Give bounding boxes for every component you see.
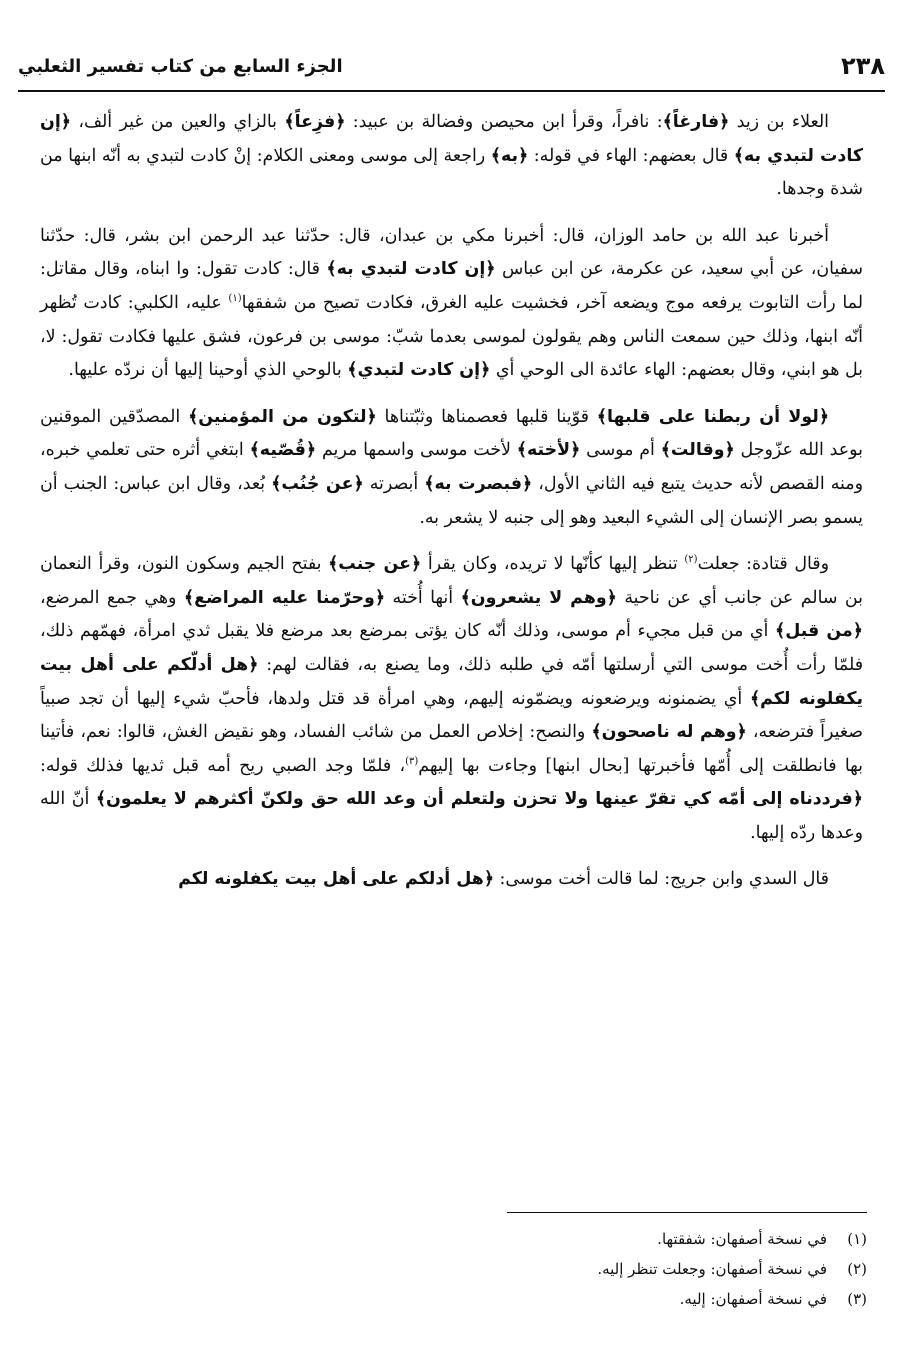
quran-quote: ﴿لتكون من المؤمنين﴾ bbox=[188, 406, 377, 427]
text-run: والنصح: إخلاص العمل من شائب الفساد، وهو نقيض الغش، قالوا: نعم، فأتينا بها فانطلقت إلى أُمّها فأخبرتها [بحال ابنها] وجاءت بها إليهم bbox=[40, 722, 863, 776]
text-run: أنّ الله وعدها ردّه إليها. bbox=[40, 789, 863, 843]
footnote-reference: (٣) bbox=[405, 755, 419, 767]
text-run: قال: كادت تقول: وا ابناه، وقال مقاتل: لما رأت التابوت يرفعه موج ويضعه آخر، فخشيت عليه الغرق، فكادت تصيح من شفقها bbox=[40, 259, 863, 313]
text-run: بفتح الجيم وسكون النون، وقرأ النعمان بن سالم عن جانب أي عن ناحية bbox=[40, 554, 863, 608]
footnote-text: في نسخة أصفهان: إليه. bbox=[679, 1290, 827, 1308]
footnote-divider bbox=[507, 1212, 867, 1213]
footnote-text: في نسخة أصفهان: شفقتها. bbox=[657, 1230, 827, 1248]
footnotes bbox=[40, 1224, 867, 1314]
quran-quote: ﴿إن كادت لتبدي به﴾ bbox=[326, 259, 496, 280]
quran-quote: ﴿عن جُنُب﴾ bbox=[271, 473, 364, 494]
text-run: تنظر إليها كأنّها لا تريده، وكان يقرأ bbox=[421, 554, 685, 575]
footnote-reference: (١) bbox=[228, 293, 242, 305]
text-run: : نافراً، وقرأ ابن محيصن وفضالة بن عبيد: bbox=[345, 112, 663, 132]
footnote-number: (٣) bbox=[847, 1290, 867, 1308]
footnote-number: (٢) bbox=[847, 1260, 867, 1278]
text-run: العلاء بن زيد bbox=[729, 112, 829, 132]
quran-quote: ﴿وحرّمنا عليه المراضع﴾ bbox=[183, 587, 386, 608]
text-run: قال بعضهم: الهاء في قوله: bbox=[528, 145, 734, 166]
quran-quote: ﴿فبصرت به﴾ bbox=[424, 473, 533, 494]
text-run: راجعة إلى موسى ومعنى الكلام: إنْ كادت لتبدي به أنّه ابنها من شدة وجدها. bbox=[40, 145, 863, 200]
text-run: بالزاي والعين من غير ألف، bbox=[71, 112, 285, 132]
quran-quote: ﴿فرددناه إلى أمّه كي تقرّ عينها ولا تحزن ولتعلم أن وعد الله حق ولكنّ أكثرهم لا يعلمون﴾ bbox=[95, 789, 863, 810]
text-run: أنها أُخته bbox=[385, 587, 461, 608]
quran-quote: ﴿عن جنب﴾ bbox=[328, 554, 422, 575]
paragraph bbox=[40, 401, 863, 535]
text-run: أي يضمنونه ويرضعونه ويضمّونه إليهم، وهي امرأة قد قتل ولدها، فأحبّ شيء إليها أن تجد صبياً صغيراً فترضعه، bbox=[40, 688, 863, 743]
paragraph bbox=[40, 106, 863, 207]
quran-quote: ﴿به﴾ bbox=[490, 145, 529, 166]
text-run: قوّينا قلبها فعصمناها وثبّتناها bbox=[376, 406, 597, 427]
text-run: أخبرنا عبد الله بن حامد الوزان، قال: أخبرنا مكي بن عبدان، قال: حدّثنا عبد الرحمن ابن بشر، قال: حدّثنا سفيان، عن أبي سعيد، عن عكرمة، عن ابن عباس bbox=[40, 225, 864, 280]
text-run: وهي جمع المرضع، bbox=[40, 587, 184, 608]
footnote-reference: (٢) bbox=[684, 554, 698, 566]
quran-quote: ﴿هل أدلكم على أهل بيت يكفلونه لكم bbox=[178, 869, 495, 890]
quran-quote: ﴿لولا أن ربطنا على قلبها﴾ bbox=[596, 406, 830, 427]
quran-quote: ﴿إن كادت لتبدي به﴾ bbox=[40, 112, 863, 166]
footnote bbox=[40, 1254, 867, 1284]
text-run: ابتغي أثره حتى تعلمي خبره، ومنه القصص لأنه حديث يتبع فيه الثاني الأول، bbox=[40, 440, 863, 494]
quran-quote: ﴿إن كادت لتبدي﴾ bbox=[347, 360, 491, 381]
footnote bbox=[40, 1284, 867, 1314]
text-run: أم موسى bbox=[580, 440, 661, 461]
paragraph bbox=[40, 863, 863, 897]
text-run: أي من قبل مجيء أم موسى، وذلك أنّه كان يؤتى بمرضع بعد مرضع فلا يقبل ثدي امرأة، فهمّهم ذلك، فلمّا رأت أُخت موسى التي أرسلتها أمّه في طلبه ذلك، وما يصنع به، فقالت لهم: bbox=[40, 621, 864, 675]
footnote bbox=[40, 1224, 867, 1254]
text-run: بُعد، وقال ابن عباس: الجنب أن يسمو بصر الإنسان إلى الشيء البعيد وهو إلى جنبه لا يشعر به. bbox=[40, 473, 863, 528]
quran-quote: ﴿فزِعاً﴾ bbox=[284, 112, 346, 132]
quran-quote: ﴿من قبل﴾ bbox=[775, 621, 863, 642]
text-run: ، فلمّا وجد الصبي ريح أمه قبل ثديها فذلك قوله: bbox=[40, 755, 406, 776]
page-header bbox=[18, 52, 885, 88]
text-run: لأخت موسى واسمها مريم bbox=[316, 440, 517, 461]
paragraph bbox=[40, 548, 863, 850]
body-text bbox=[40, 106, 863, 910]
text-run: عليه، الكلبي: كادت تُظهر أنّه ابنها، وذلك حين سمعت الناس وهم يقولون لموسى بعدما شبّ: موسى بن فرعون، فشق عليها فكادت تقول: لا، بل هو ابني، وقال بعضهم: الهاء عائدة الى الوحي أي bbox=[40, 292, 863, 381]
quran-quote: ﴿قُصّيه﴾ bbox=[249, 440, 317, 461]
quran-quote: ﴿وقالت﴾ bbox=[660, 440, 735, 461]
text-run: المصدّقين الموقنين بوعد الله عزّوجل bbox=[40, 406, 864, 461]
quran-quote: ﴿وهم له ناصحون﴾ bbox=[591, 722, 747, 743]
quran-quote: ﴿وهم لا يشعرون﴾ bbox=[460, 587, 617, 608]
paragraph bbox=[40, 220, 863, 388]
text-run: وقال قتادة: جعلت bbox=[697, 554, 830, 575]
header-divider bbox=[18, 90, 885, 92]
text-run: قال السدي وابن جريج: لما قالت أخت موسى: bbox=[494, 869, 829, 890]
text-run: أبصرته bbox=[363, 473, 425, 494]
footnote-text: في نسخة أصفهان: وجعلت تنظر إليه. bbox=[597, 1260, 827, 1278]
quran-quote: ﴿لأخته﴾ bbox=[516, 440, 581, 461]
quran-quote: ﴿فارغاً﴾ bbox=[662, 112, 730, 132]
text-run: بالوحي الذي أوحينا إليها أن نردّه عليها. bbox=[68, 360, 348, 381]
quran-quote: ﴿هل أدلّكم على أهل بيت يكفلونه لكم﴾ bbox=[40, 654, 863, 709]
book-title: الجزء السابع من كتاب تفسير الثعلبي bbox=[18, 56, 343, 77]
footnote-number: (١) bbox=[847, 1230, 867, 1248]
page-number: ٢٣٨ bbox=[841, 52, 885, 80]
